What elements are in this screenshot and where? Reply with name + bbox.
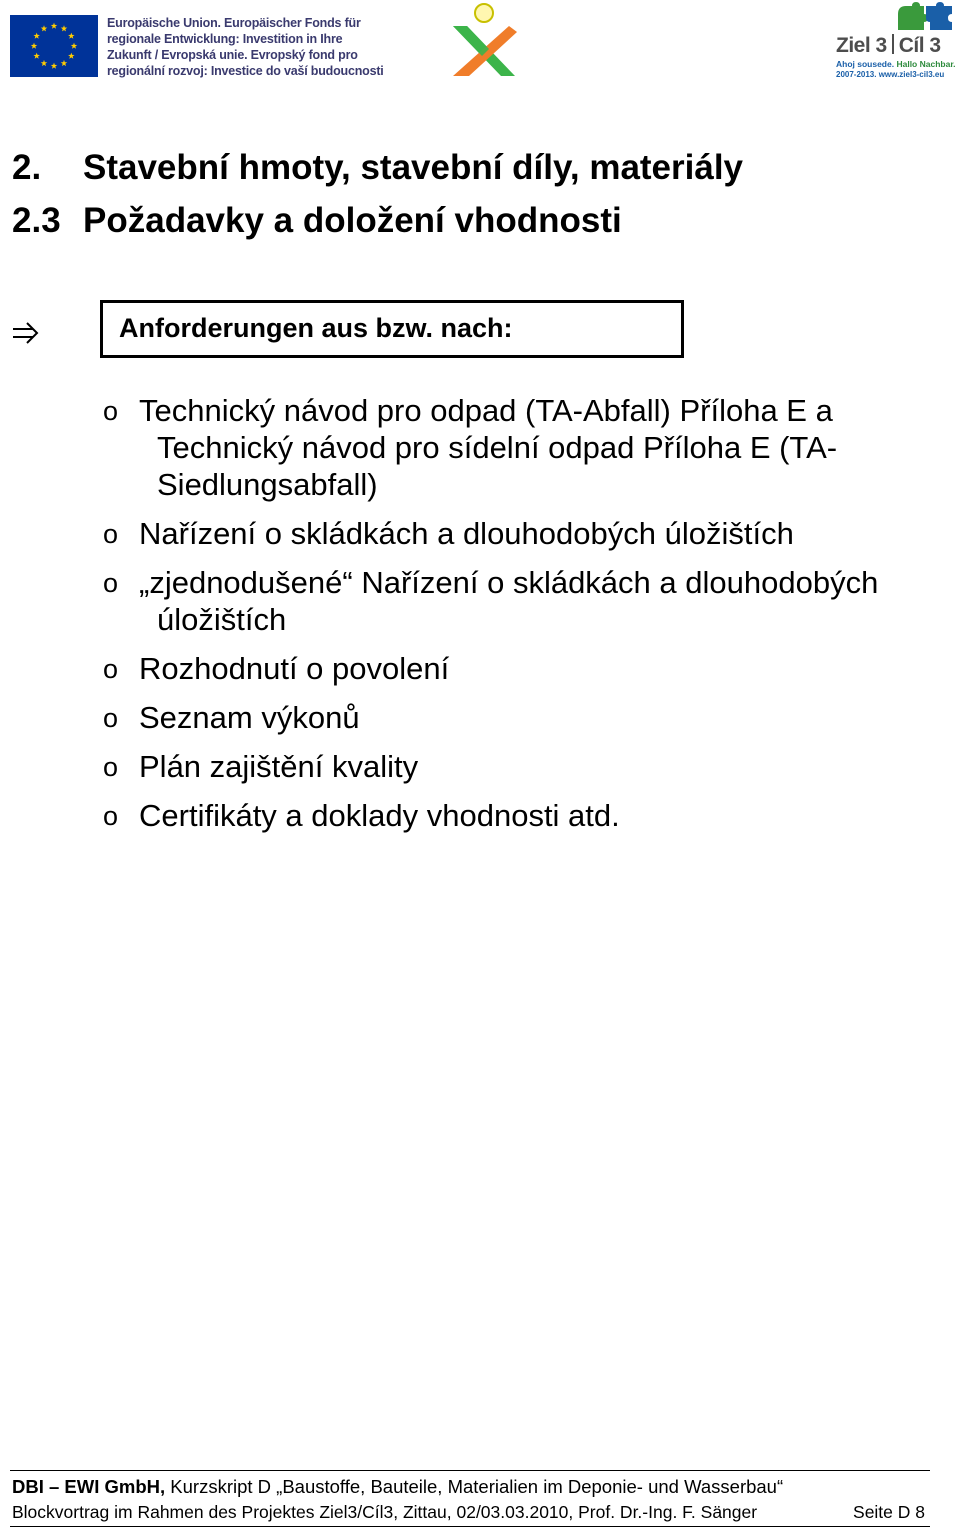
section-heading <box>12 148 743 188</box>
item-text: Rozhodnutí o povolení <box>139 651 450 686</box>
item-text: „zjednodušené“ Nařízení o skládkách a dlouhodobých <box>139 565 879 600</box>
eu-funding-text <box>107 15 397 79</box>
eu-flag-icon <box>10 15 98 77</box>
footer-divider-bottom <box>10 1526 930 1527</box>
item-text: Plán zajištění kvality <box>139 749 419 784</box>
ziel-slogan-cz: Ahoj sousede. <box>836 59 895 69</box>
bullet: o <box>103 752 119 782</box>
item-text: Technický návod pro odpad (TA-Abfall) Příloha E a <box>139 393 833 428</box>
item-text: Nařízení o skládkách a dlouhodobých úložištích <box>139 516 794 551</box>
list-item <box>103 564 925 638</box>
requirements-box <box>100 300 684 358</box>
list-item <box>103 650 925 687</box>
list-item <box>103 797 925 834</box>
subsection-number: 2.3 <box>12 201 61 240</box>
footer-lecture-line: Blockvortrag im Rahmen des Projektes Ziel3/Cíl3, Zittau, 02/03.03.2010, Prof. Dr.-Ing. F. Sänger <box>12 1502 758 1522</box>
list-item <box>103 392 925 503</box>
ziel-title-right: Cíl 3 <box>898 34 941 57</box>
subsection-title: Požadavky a doložení vhodnosti <box>83 201 622 240</box>
footer-script: Kurzskript D „Baustoffe, Bauteile, Materialien im Deponie- und Wasserbau“ <box>165 1476 784 1497</box>
item-text-continued: Technický návod pro sídelní odpad Příloha E (TA- <box>157 430 838 465</box>
list-item <box>103 748 925 785</box>
bullet: o <box>103 568 119 598</box>
subsection-heading <box>12 201 622 241</box>
page-number: Seite D 8 <box>853 1502 925 1522</box>
bullet: o <box>103 396 119 426</box>
double-arrow-icon <box>11 318 41 348</box>
bullet: o <box>103 801 119 831</box>
eu-text-line: Zukunft / Evropská unie. Evropský fond pro <box>107 48 358 62</box>
bullet: o <box>103 519 119 549</box>
bullet: o <box>103 703 119 733</box>
item-text-continued: úložištích <box>157 602 287 637</box>
item-text-continued: Siedlungsabfall) <box>157 467 378 502</box>
eu-text-line: regionální rozvoj: Investice do vaší budoucnosti <box>107 64 384 78</box>
eu-text-line: Europäische Union. Europäischer Fonds für <box>107 16 361 30</box>
footer-course-line <box>12 1476 783 1498</box>
eu-text-line: regionale Entwicklung: Investition in Ihre <box>107 32 343 46</box>
ziel3-logo <box>832 2 956 80</box>
puzzle-icon <box>896 2 954 32</box>
bullet: o <box>103 654 119 684</box>
footer-divider <box>10 1470 930 1471</box>
section-number: 2. <box>12 148 42 187</box>
ziel-title-left: Ziel 3 <box>836 34 887 57</box>
requirements-list <box>103 392 925 846</box>
list-item <box>103 699 925 736</box>
footer-company: DBI – EWI GmbH, <box>12 1476 166 1497</box>
ziel-website: 2007-2013. www.ziel3-cil3.eu <box>836 70 945 79</box>
item-text: Certifikáty a doklady vhodnosti atd. <box>139 798 620 833</box>
ziel-slogan <box>836 59 956 69</box>
ziel-slogan-de: Hallo Nachbar. <box>896 59 956 69</box>
x-logo-icon <box>447 2 519 78</box>
item-text: Seznam výkonů <box>139 700 360 735</box>
ziel-title <box>836 34 941 58</box>
requirements-label: Anforderungen aus bzw. nach: <box>119 313 513 343</box>
list-item <box>103 515 925 552</box>
eu-logo <box>10 15 390 79</box>
section-title: Stavební hmoty, stavební díly, materiály <box>83 148 744 187</box>
divider <box>892 34 894 54</box>
